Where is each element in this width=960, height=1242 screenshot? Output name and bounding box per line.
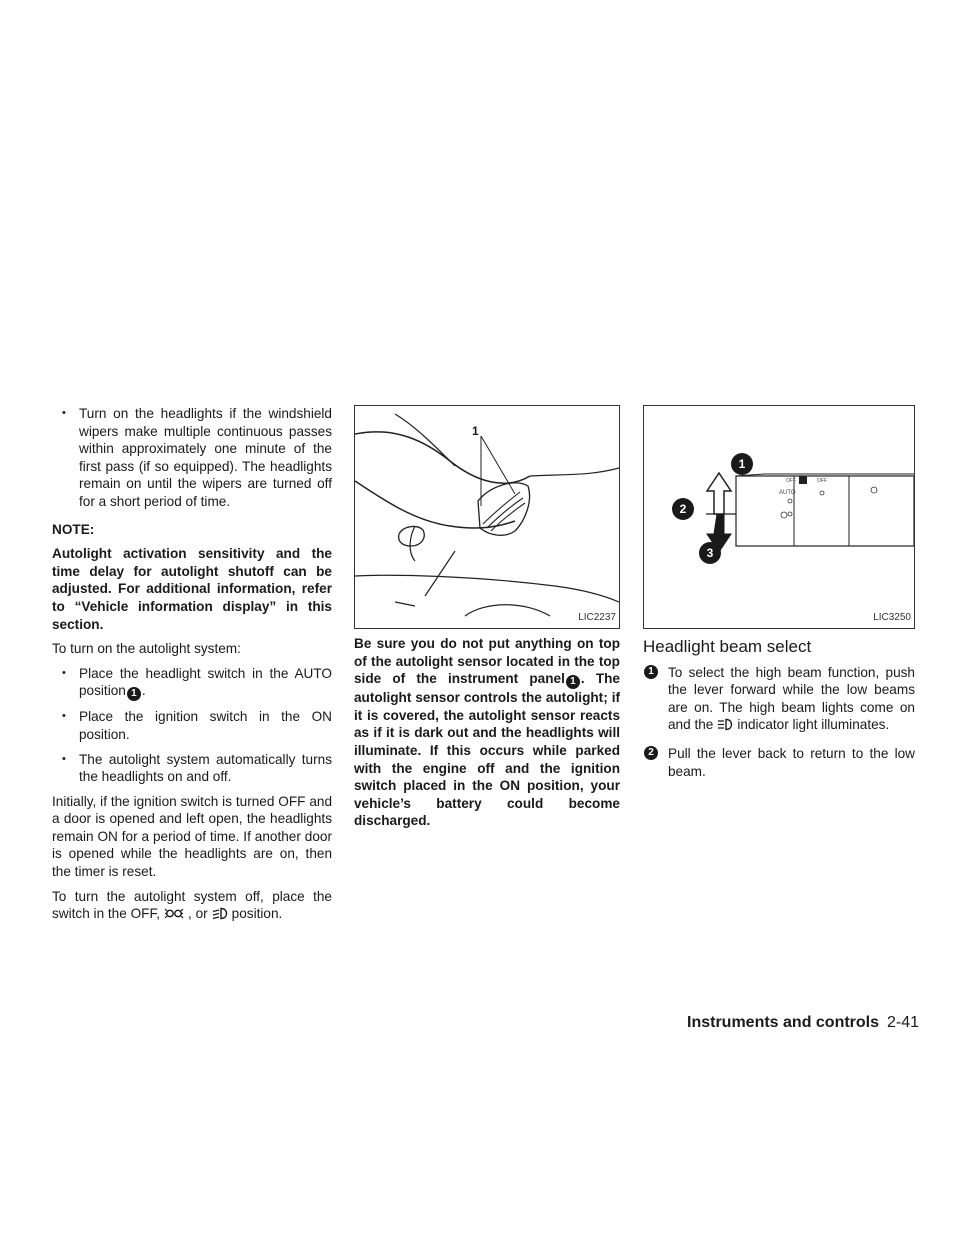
- para-initially: Initially, if the ignition switch is turned OFF and a door is opened and left open, the headlights remain ON for a period of time. If another door is opened while the headlights are on, then the timer is reset.: [52, 793, 332, 880]
- parking-lights-icon: [164, 907, 184, 925]
- right-column: [643, 405, 915, 789]
- lever-off-label-1: OFF: [786, 478, 796, 484]
- step-2-text: Pull the lever back to return to the low beam.: [668, 745, 915, 779]
- sensor-warning: [354, 635, 620, 830]
- figure-callout-1: 1: [731, 453, 753, 475]
- figure-code: LIC2237: [578, 612, 616, 624]
- bullet-auto-text: Place the headlight switch in the AUTO position: [79, 665, 332, 699]
- lever-off-label-2: OFF: [817, 478, 827, 484]
- warning-part-b: . The autolight sensor controls the autolight; if it is covered, the autolight sensor reacts as if it is dark out and the headlights will illuminate. If this occurs while parked with the engine off and the ignition switch placed in the ON position, your vehicle’s battery could become discharged.: [354, 671, 620, 829]
- warning-part-a: Be sure you do not put anything on top of the autolight sensor located in the top side of the instrument panel: [354, 636, 620, 687]
- dashboard-illustration: [355, 406, 619, 628]
- figure-callout-3: 3: [699, 542, 721, 564]
- lever-auto-label: AUTO: [779, 490, 796, 496]
- left-column: [52, 405, 332, 932]
- para-off-c: position.: [231, 906, 283, 922]
- page-number: 2-41: [887, 1014, 920, 1031]
- high-beam-icon: [717, 718, 733, 736]
- autolight-sensor-figure: [354, 405, 620, 629]
- footer-section-title: Instruments and controls: [687, 1014, 880, 1031]
- middle-column: [354, 405, 620, 837]
- para-off-b: , or: [188, 906, 208, 922]
- callout-1-marker: 1: [566, 675, 580, 689]
- note-heading: NOTE:: [52, 521, 95, 537]
- wiper-bullet: • Turn on the headlights if the windshield wipers make multiple continuous passes within approximately one minute of the first pass (if so equipped). The headlights remain on until the wipers are turned off for a short period of time.: [52, 405, 332, 511]
- headlight-lever-figure: [643, 405, 915, 629]
- step-1-marker: 1: [644, 665, 658, 679]
- figure-callout-1: 1: [472, 424, 479, 438]
- step-1-text-a: To select the high beam function, push the lever forward while the low beams are on. The high beam lights come on and the: [668, 664, 915, 733]
- turn-on-intro: To turn on the autolight system:: [52, 641, 241, 657]
- step-1: [643, 664, 915, 736]
- note-text: Autolight activation sensitivity and the time delay for autolight shutoff can be adjusted. For additional information, refer to “Vehicle information display” in this section.: [52, 546, 332, 632]
- bullet-automatic: • The autolight system automatically turns the headlights on and off.: [52, 751, 332, 786]
- headlight-icon: [212, 907, 228, 925]
- figure-callout-2: 2: [672, 498, 694, 520]
- para-off-a: To turn the autolight system off, place the switch in the OFF,: [52, 888, 332, 922]
- callout-1-marker: 1: [127, 687, 141, 701]
- bullet-ignition: • Place the ignition switch in the ON position.: [52, 708, 332, 743]
- section-heading: Headlight beam select: [643, 637, 812, 656]
- step-2: [643, 745, 915, 780]
- step-1-text-b: indicator light illuminates.: [737, 717, 890, 733]
- step-2-marker: 2: [644, 746, 658, 760]
- figure-code: LIC3250: [873, 612, 911, 624]
- para-turn-off: [52, 888, 332, 925]
- page-footer: [687, 1014, 919, 1032]
- bullet-auto-position: • Place the headlight switch in the AUTO position 1 .: [52, 665, 332, 702]
